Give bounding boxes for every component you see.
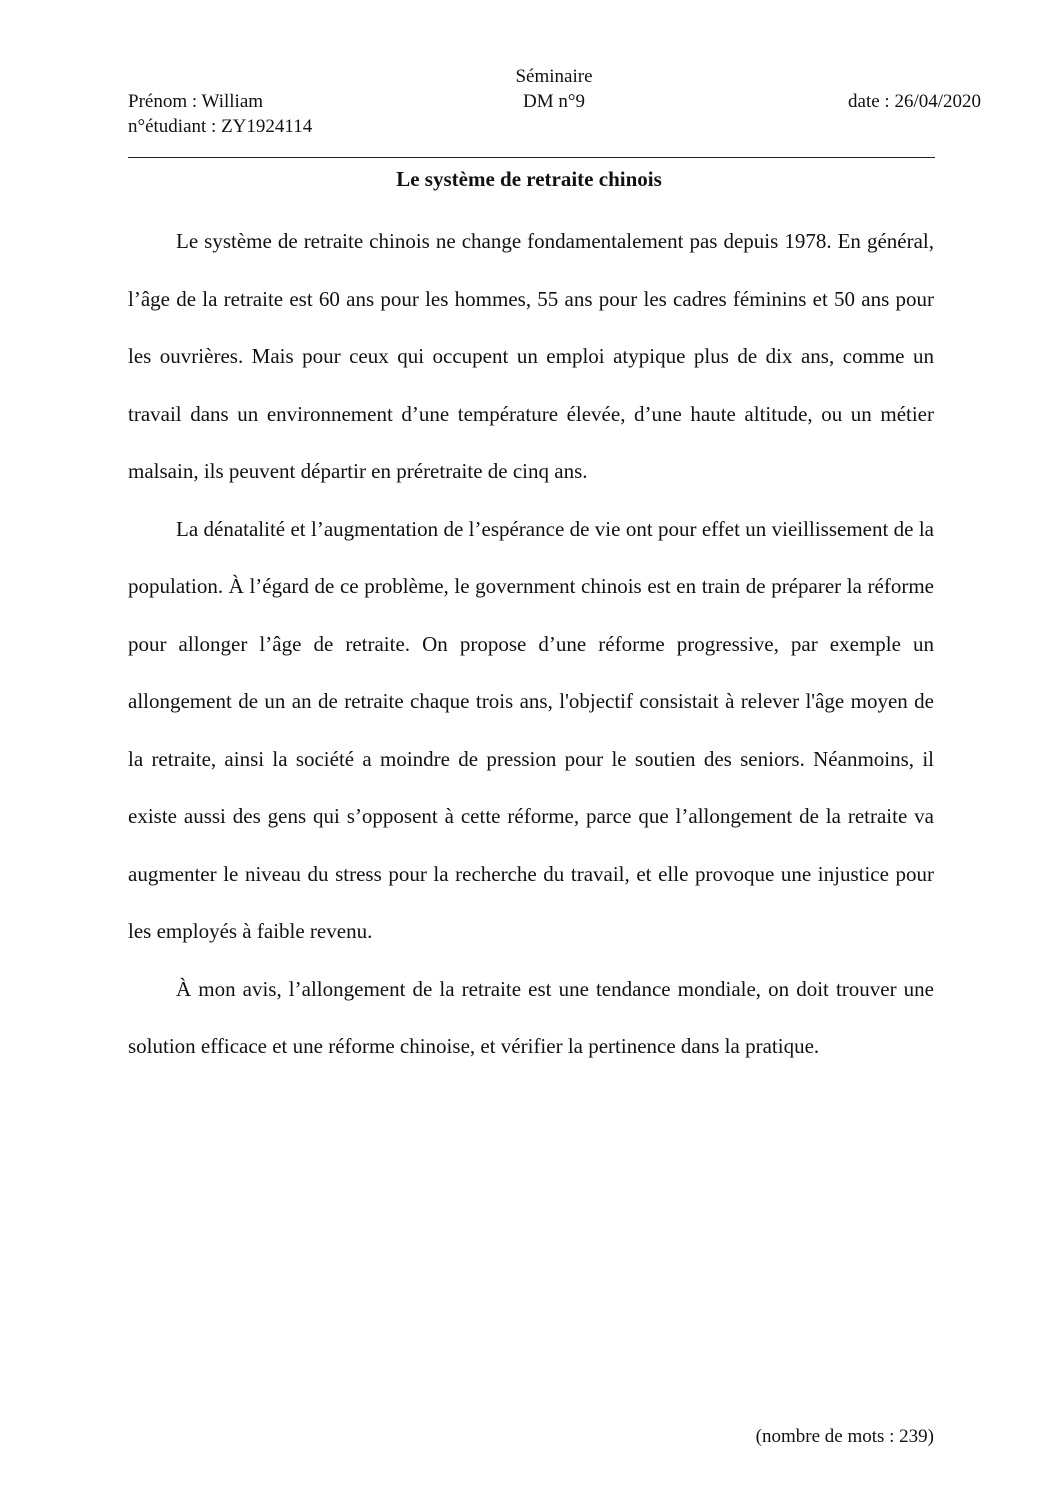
document-title: Le système de retraite chinois: [396, 167, 662, 191]
document-date: date : 26/04/2020: [848, 91, 981, 112]
header-divider: [128, 157, 935, 158]
paragraph-1: Le système de retraite chinois ne change fondamentalement pas depuis 1978. En général, l’âge de la retraite est 60 ans pour les hommes, 55 ans pour les cadres féminins et 50 ans pour les ouvrières. Mais pour ceux qui occupent un emploi atypique plus de dix ans, comme un travail dans un environnement d’une température élevée, d’une haute altitude, ou un métier malsain, ils peuvent départir en préretraite de cinq ans.: [128, 229, 934, 483]
student-id: n°étudiant : ZY1924114: [128, 116, 313, 137]
paragraph-3: À mon avis, l’allongement de la retraite est une tendance mondiale, on doit trouver une solution efficace et une réforme chinoise, et vérifier la pertinence dans la pratique.: [128, 976, 934, 1058]
student-name: Prénom : William: [128, 91, 264, 112]
document-body: [128, 213, 934, 1076]
course-label: Séminaire: [515, 66, 593, 87]
assignment-label: DM n°9: [523, 91, 585, 112]
paragraph-2: La dénatalité et l’augmentation de l’espérance de vie ont pour effet un vieillissement de la population. À l’égard de ce problème, le government chinois est en train de préparer la réforme pour allonger l’âge de retraite. On propose d’une réforme progressive, par exemple un allongement de un an de retraite chaque trois ans, l'objectif consistait à relever l'âge moyen de la retraite, ainsi la société a moindre de pression pour le soutien des seniors. Néanmoins, il existe aussi des gens qui s’opposent à cette réforme, parce que l’allongement de la retraite va augmenter le niveau du stress pour la recherche du travail, et elle provoque une injustice pour les employés à faible revenu.: [128, 516, 934, 943]
word-count-note: (nombre de mots : 239): [755, 1426, 934, 1447]
